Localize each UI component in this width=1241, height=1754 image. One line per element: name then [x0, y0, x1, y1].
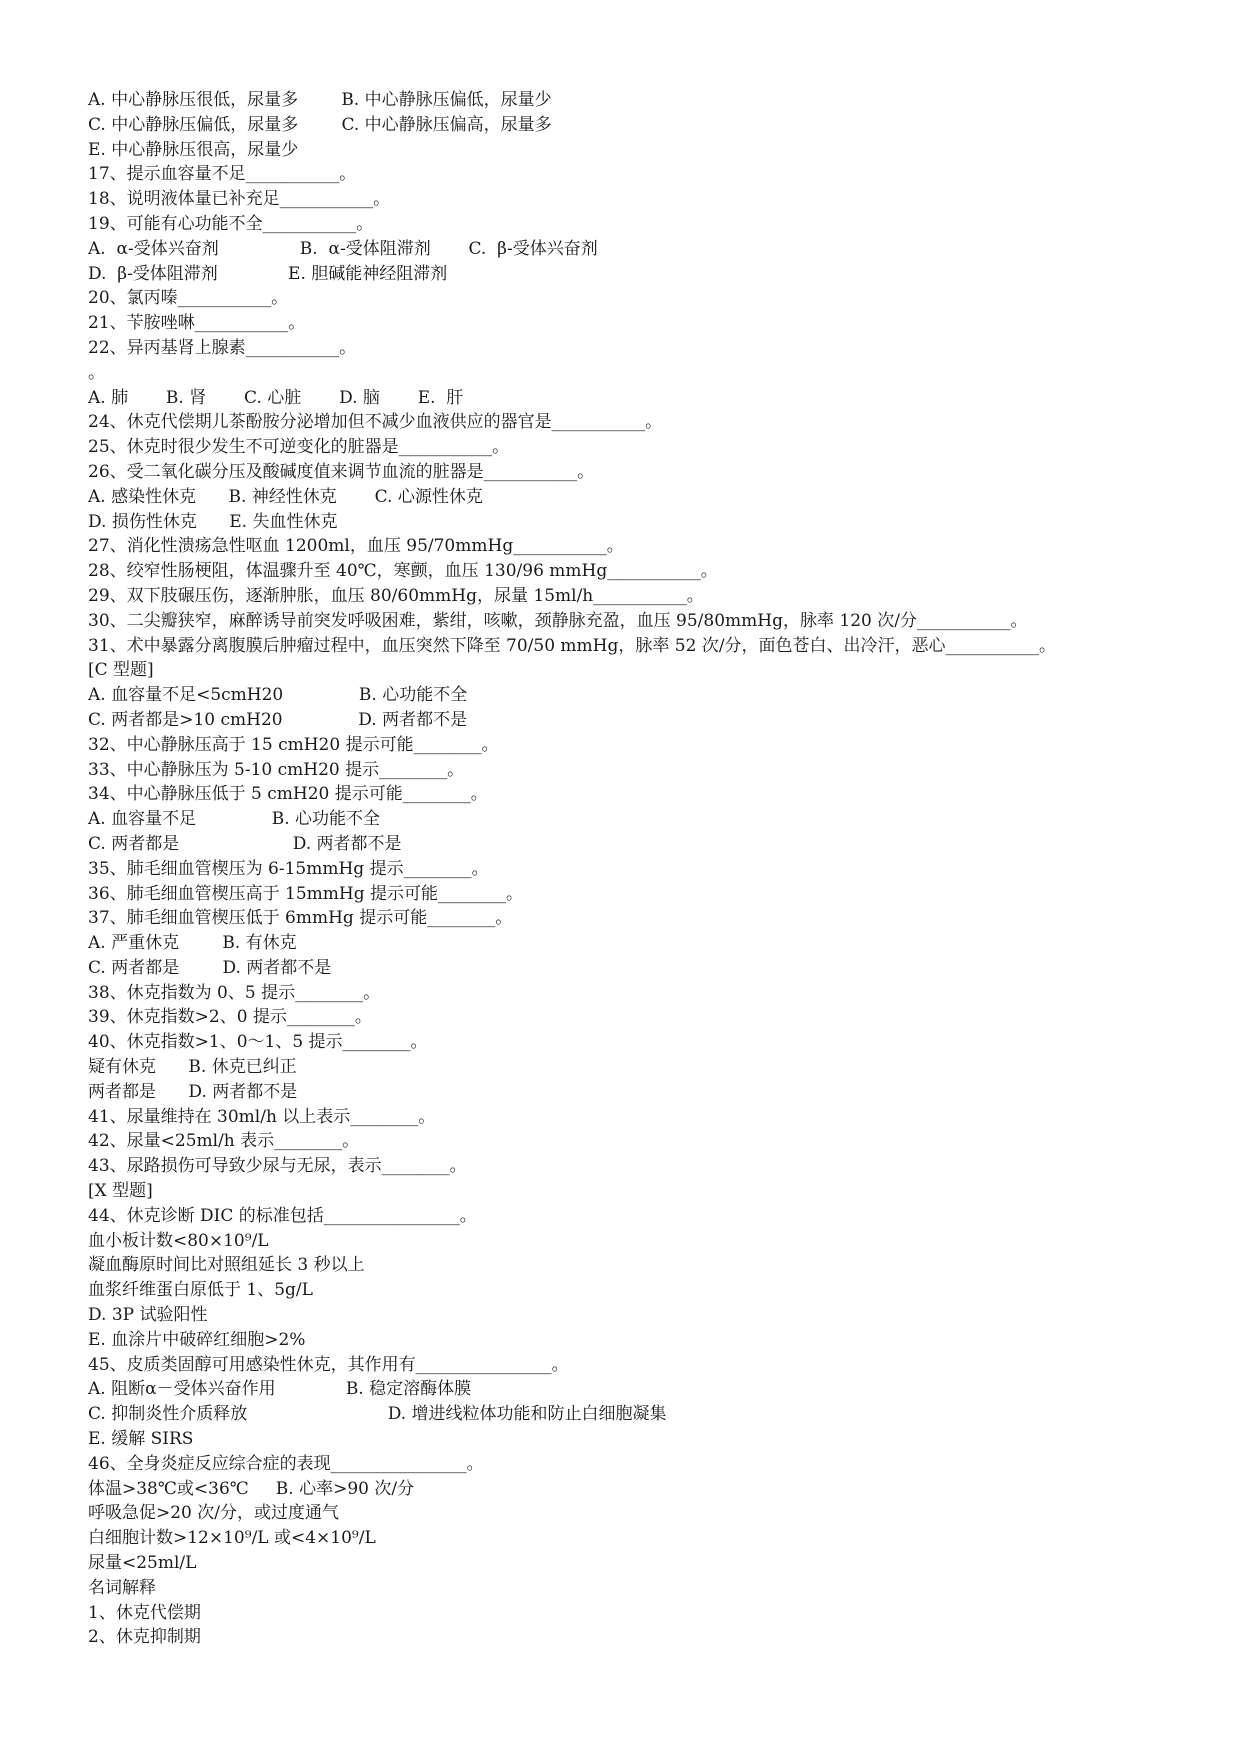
question-line: 17、提示血容量不足___________。	[88, 164, 357, 185]
option-line: 尿量<25ml/L	[88, 1553, 197, 1574]
question-line: 35、肺毛细血管楔压为 6-15mmHg 提示________。	[88, 858, 489, 879]
option-line: C. 抑制炎性介质释放 D. 增进线粒体功能和防止白细胞凝集	[88, 1404, 667, 1425]
section-heading: [C 型题]	[88, 660, 154, 681]
question-line: 22、异丙基肾上腺素___________。	[88, 337, 357, 358]
option-line: 凝血酶原时间比对照组延长 3 秒以上	[88, 1255, 365, 1276]
text-line: 。	[88, 362, 105, 383]
question-line: 21、苄胺唑啉___________。	[88, 313, 306, 334]
option-line: D. 损伤性休克 E. 失血性休克	[88, 511, 338, 532]
text-line: E. 中心静脉压很高，尿量少	[88, 139, 299, 160]
question-line: 46、全身炎症反应综合症的表现________________。	[88, 1453, 484, 1474]
option-line: 血小板计数<80×10⁹/L	[88, 1230, 269, 1251]
option-line: 白细胞计数>12×10⁹/L 或<4×10⁹/L	[88, 1528, 376, 1549]
option-line: 血浆纤维蛋白原低于 1、5g/L	[88, 1280, 313, 1301]
option-line: 体温>38℃或<36℃ B. 心率>90 次/分	[88, 1478, 415, 1499]
section-heading: 名词解释	[88, 1577, 156, 1598]
question-line: 20、氯丙嗪___________。	[88, 288, 289, 309]
question-line: 45、皮质类固醇可用感染性休克，其作用有________________。	[88, 1354, 569, 1375]
document-body	[88, 88, 1198, 1650]
option-line: A. α-受体兴奋剂 B. α-受体阻滞剂 C. β-受体兴奋剂	[88, 238, 598, 259]
question-line: 30、二尖瓣狭窄，麻醉诱导前突发呼吸困难，紫绀，咳嗽，颈静脉充盈，血压 95/80mmHg，脉率 120 次/分___________。	[88, 610, 1028, 631]
question-line: 43、尿路损伤可导致少尿与无尿，表示________。	[88, 1156, 467, 1177]
option-line: 呼吸急促>20 次/分，或过度通气	[88, 1503, 340, 1524]
question-line: 42、尿量<25ml/h 表示________。	[88, 1131, 360, 1152]
question-line: 28、绞窄性肠梗阻，体温骤升至 40℃，寒颤，血压 130/96 mmHg___________。	[88, 561, 718, 582]
question-line: 18、说明液体量已补充足___________。	[88, 189, 391, 210]
question-line: 38、休克指数为 0、5 提示________。	[88, 982, 381, 1003]
text-line: C. 中心静脉压偏低，尿量多 C. 中心静脉压偏高，尿量多	[88, 114, 552, 135]
option-line: C. 两者都是>10 cmH20 D. 两者都不是	[88, 709, 468, 730]
option-line: C. 两者都是 D. 两者都不是	[88, 957, 332, 978]
option-line: C. 两者都是 D. 两者都不是	[88, 833, 402, 854]
question-line: 40、休克指数>1、0～1、5 提示________。	[88, 1032, 428, 1053]
question-line: 29、双下肢碾压伤，逐渐肿胀，血压 80/60mmHg，尿量 15ml/h___________。	[88, 585, 704, 606]
text-line: A. 中心静脉压很低，尿量多 B. 中心静脉压偏低，尿量少	[88, 90, 552, 110]
question-line: 26、受二氧化碳分压及酸碱度值来调节血流的脏器是___________。	[88, 461, 595, 482]
option-line: E. 血涂片中破碎红细胞>2%	[88, 1329, 306, 1350]
question-line: 37、肺毛细血管楔压低于 6mmHg 提示可能________。	[88, 908, 513, 929]
option-line: 两者都是 D. 两者都不是	[88, 1081, 298, 1102]
question-line: 33、中心静脉压为 5-10 cmH20 提示________。	[88, 759, 465, 780]
question-line: 1、休克代偿期	[88, 1602, 201, 1623]
question-line: 44、休克诊断 DIC 的标准包括________________。	[88, 1205, 477, 1226]
option-line: A. 肺 B. 肾 C. 心脏 D. 脑 E. 肝	[88, 387, 464, 408]
option-line: 疑有休克 B. 休克已纠正	[88, 1057, 297, 1078]
question-line: 27、消化性溃疡急性呕血 1200ml，血压 95/70mmHg___________。	[88, 536, 624, 557]
option-line: D. β-受体阻滞剂 E. 胆碱能神经阻滞剂	[88, 263, 448, 284]
option-line: A. 阻断α－受体兴奋作用 B. 稳定溶酶体膜	[88, 1379, 472, 1400]
option-line: A. 血容量不足 B. 心功能不全	[88, 809, 381, 830]
option-line: D. 3P 试验阳性	[88, 1305, 208, 1326]
question-line: 24、休克代偿期儿茶酚胺分泌增加但不减少血液供应的器官是___________。	[88, 412, 663, 433]
question-line: 25、休克时很少发生不可逆变化的脏器是___________。	[88, 437, 510, 458]
question-line: 36、肺毛细血管楔压高于 15mmHg 提示可能________。	[88, 883, 524, 904]
question-line: 39、休克指数>2、0 提示________。	[88, 1007, 372, 1028]
question-line: 19、可能有心功能不全___________。	[88, 213, 374, 234]
question-line: 34、中心静脉压低于 5 cmH20 提示可能________。	[88, 784, 488, 805]
question-line: 41、尿量维持在 30ml/h 以上表示________。	[88, 1106, 436, 1127]
question-line: 2、休克抑制期	[88, 1627, 201, 1648]
question-line: 32、中心静脉压高于 15 cmH20 提示可能________。	[88, 734, 499, 755]
section-heading: [X 型题]	[88, 1181, 153, 1202]
option-line: A. 血容量不足<5cmH20 B. 心功能不全	[88, 685, 468, 706]
option-line: E. 缓解 SIRS	[88, 1429, 194, 1450]
question-line: 31、术中暴露分离腹膜后肿瘤过程中，血压突然下降至 70/50 mmHg，脉率 52 次/分，面色苍白、出冷汗，恶心___________。	[88, 635, 1057, 656]
option-line: A. 感染性休克 B. 神经性休克 C. 心源性休克	[88, 486, 483, 507]
option-line: A. 严重休克 B. 有休克	[88, 933, 297, 954]
